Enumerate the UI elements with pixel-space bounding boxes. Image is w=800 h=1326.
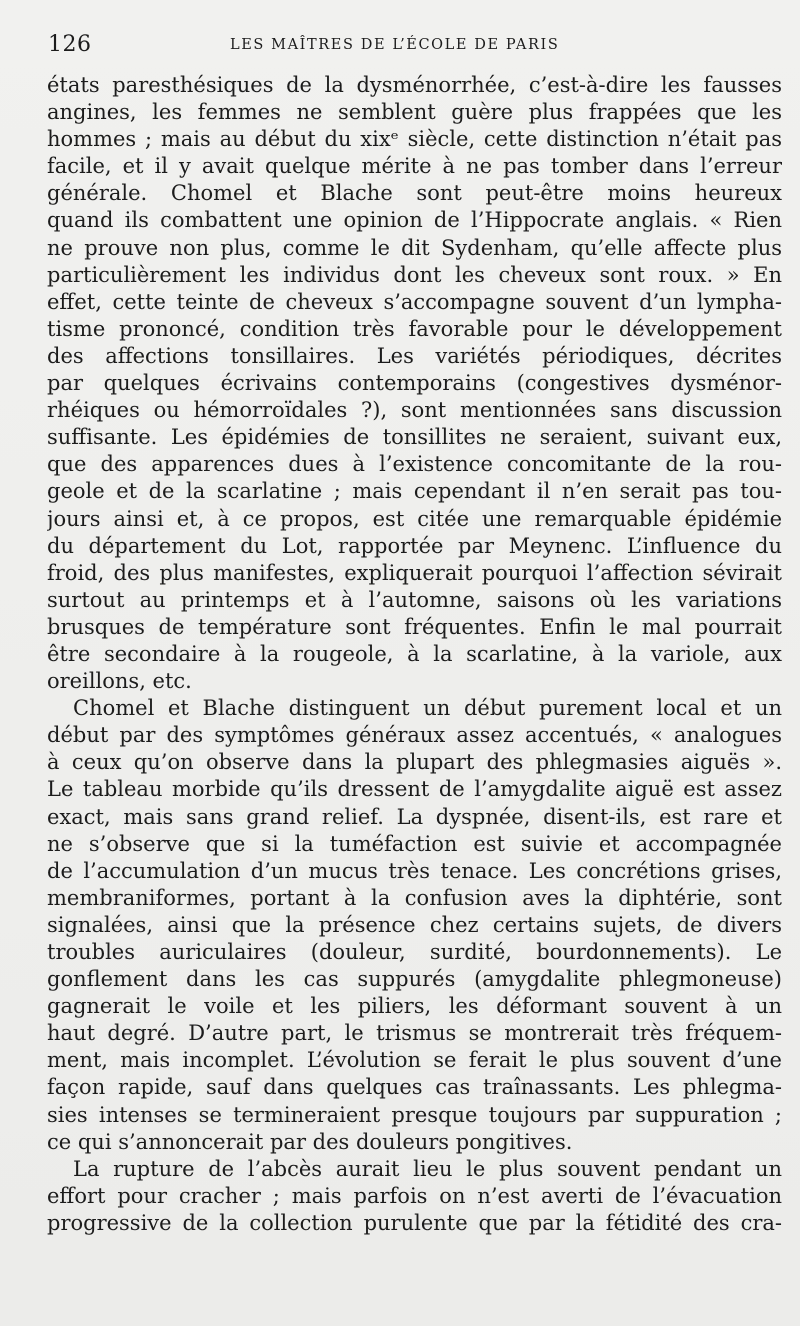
text-line: progressive de la collection purulente que par la fétidité des cra- [47,1210,782,1235]
text-line: troubles auriculaires (douleur, surdité, bourdonnements). Le [47,940,782,964]
text-line: facile, et il y avait quelque mérite à ne pas tomber dans l’erreur [47,154,782,179]
text-line: brusques de température sont fréquentes. Enfin le mal pourrait [47,614,782,639]
text-line: façon rapide, sauf dans quelques cas traînassants. Les phlegma- [47,1075,782,1100]
text-line: effet, cette teinte de cheveux s’accompagne souvent d’un lympha- [47,289,782,314]
text-line: membraniformes, portant à la confusion aves la diphtérie, sont [47,885,782,910]
text-line: par quelques écrivains contemporains (congestives dysménor- [47,371,782,396]
text-line: gonflement dans les cas suppurés (amygdalite phlegmoneuse) [47,967,782,992]
text-line: Chomel et Blache distinguent un début purement local et un [73,696,782,721]
text-line: hommes ; mais au début du xixᵉ siècle, cette distinction n’était pas [47,127,782,152]
page-number: 126 [48,32,92,57]
text-line: des affections tonsillaires. Les variétés périodiques, décrites [47,343,782,368]
text-line: Le tableau morbide qu’ils dressent de l’amygdalite aiguë est assez [47,777,782,802]
text-line: à ceux qu’on observe dans la plupart des phlegmasies aiguës ». [47,750,782,775]
text-line: surtout au printemps et à l’automne, saisons où les variations [47,587,782,612]
text-line: ce qui s’annoncerait par des douleurs pongitives. [47,1129,573,1154]
text-line: états paresthésiques de la dysménorrhée, c’est-à-dire les fausses [47,73,782,97]
text-line: ment, mais incomplet. L’évolution se ferait le plus souvent d’une [47,1048,782,1073]
running-head: LES MAÎTRES DE L’ÉCOLE DE PARIS [230,37,560,53]
text-line: ne prouve non plus, comme le dit Sydenham, qu’elle affecte plus [47,235,782,260]
text-line: effort pour cracher ; mais parfois on n’est averti de l’évacuation [47,1183,782,1208]
text-line: rhéiques ou hémorroïdales ?), sont mentionnées sans discussion [47,398,782,423]
page-header [40,32,780,58]
text-line: particulièrement les individus dont les cheveux sont roux. » En [47,262,782,287]
text-line: jours ainsi et, à ce propos, est citée une remarquable épidémie [47,506,782,531]
text-line: que des apparences dues à l’existence concomitante de la rou- [47,452,782,477]
text-line: oreillons, etc. [47,669,192,694]
text-line: La rupture de l’abcès aurait lieu le plus souvent pendant un [73,1156,782,1181]
text-line: générale. Chomel et Blache sont peut-être moins heureux [47,181,782,206]
text-line: exact, mais sans grand relief. La dyspnée, disent-ils, est rare et [47,804,782,829]
text-line: début par des symptômes généraux assez accentués, « analogues [47,723,782,748]
text-line: sies intenses se termineraient presque toujours par suppuration ; [47,1102,782,1127]
text-line: du département du Lot, rapportée par Meynenc. L’influence du [47,533,782,558]
text-line: tisme prononcé, condition très favorable pour le développement [47,316,782,341]
text-line: ne s’observe que si la tuméfaction est suivie et accompagnée [47,831,782,856]
text-line: geole et de la scarlatine ; mais cependant il n’en serait pas tou- [47,479,782,504]
text-line: angines, les femmes ne semblent guère plus frappées que les [47,100,782,125]
text-line: être secondaire à la rougeole, à la scarlatine, à la variole, aux [47,641,782,666]
text-line: suffisante. Les épidémies de tonsillites ne seraient, suivant eux, [47,425,782,450]
body-text [47,72,782,1237]
text-line: signalées, ainsi que la présence chez certains sujets, de divers [47,912,782,937]
text-line: gagnerait le voile et les piliers, les déformant souvent à un [47,994,782,1019]
text-line: froid, des plus manifestes, expliquerait pourquoi l’affection sévirait [47,560,782,585]
text-line: haut degré. D’autre part, le trismus se montrerait très fréquem- [47,1021,782,1046]
text-line: quand ils combattent une opinion de l’Hippocrate anglais. « Rien [47,208,782,233]
text-line: de l’accumulation d’un mucus très tenace. Les concrétions grises, [47,858,782,883]
